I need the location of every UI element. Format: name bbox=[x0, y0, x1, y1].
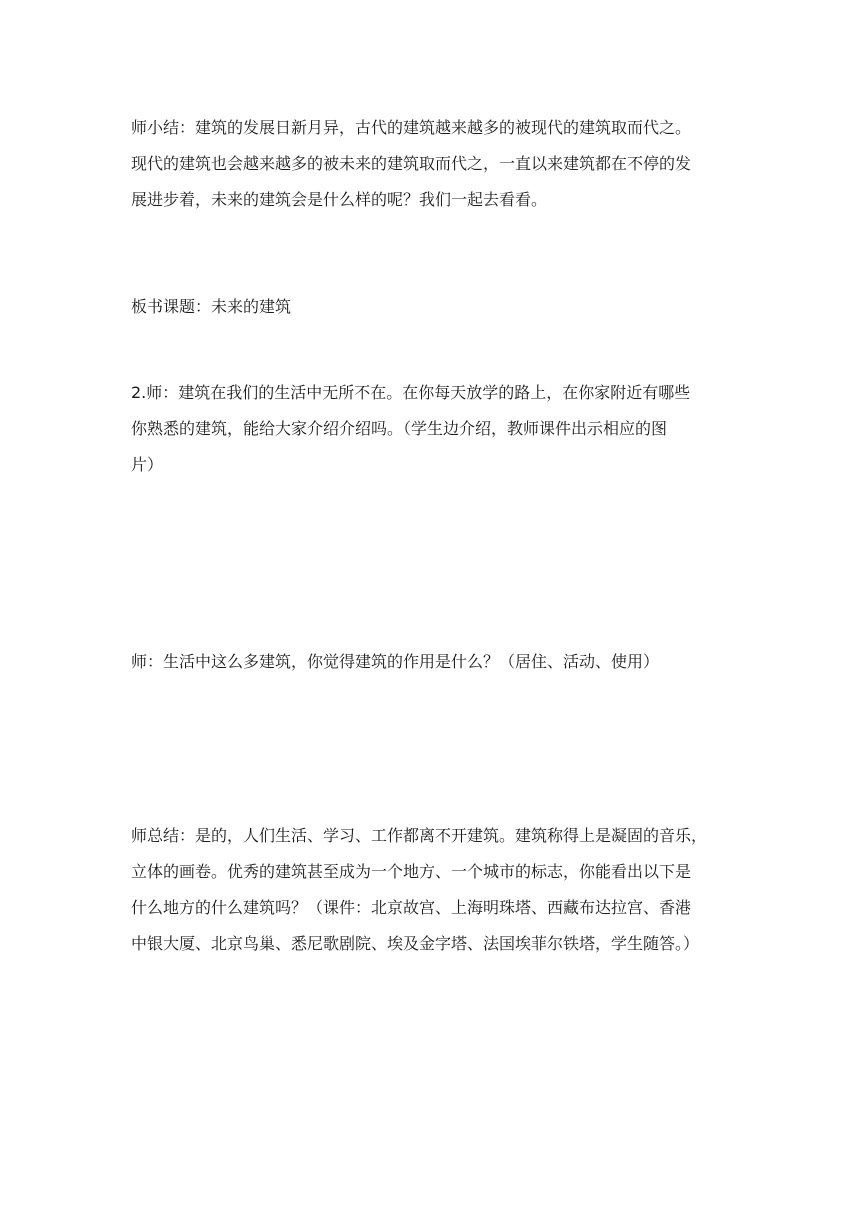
text-line: 现代的建筑也会越来越多的被未来的建筑取而代之，一直以来建筑都在不停的发 bbox=[131, 154, 692, 173]
text-line: 2.师：建筑在我们的生活中无所不在。在你每天放学的路上，在你家附近有哪些 bbox=[131, 383, 691, 402]
paragraph-summary bbox=[131, 110, 741, 218]
text-line: 中银大厦、北京鸟巢、悉尼歌剧院、埃及金字塔、法国埃菲尔铁塔，学生随答。） bbox=[131, 934, 700, 953]
text-line: 师小结：建筑的发展日新月异，古代的建筑越来越多的被现代的建筑取而代之。 bbox=[131, 118, 692, 137]
text-line: 什么地方的什么建筑吗？（课件：北京故宫、上海明珠塔、西藏布达拉宫、香港 bbox=[131, 898, 692, 917]
text-line: 师：生活中这么多建筑，你觉得建筑的作用是什么？（居住、活动、使用） bbox=[131, 652, 660, 671]
paragraph-question-2 bbox=[131, 375, 741, 483]
text-line: 板书课题：未来的建筑 bbox=[131, 297, 292, 316]
text-line: 立体的画卷。优秀的建筑甚至成为一个地方、一个城市的标志，你能看出以下是 bbox=[131, 862, 692, 881]
paragraph-teacher-conclusion bbox=[131, 818, 741, 962]
paragraph-board-title bbox=[131, 289, 741, 325]
text-line: 你熟悉的建筑，能给大家介绍介绍吗。（学生边介绍，教师课件出示相应的图 bbox=[131, 419, 668, 438]
text-line: 片） bbox=[131, 455, 164, 474]
text-line: 展进步着，未来的建筑会是什么样的呢？我们一起去看看。 bbox=[131, 190, 548, 209]
paragraph-function-question bbox=[131, 644, 741, 680]
text-line: 师总结：是的，人们生活、学习、工作都离不开建筑。建筑称得上是凝固的音乐， bbox=[131, 826, 708, 845]
